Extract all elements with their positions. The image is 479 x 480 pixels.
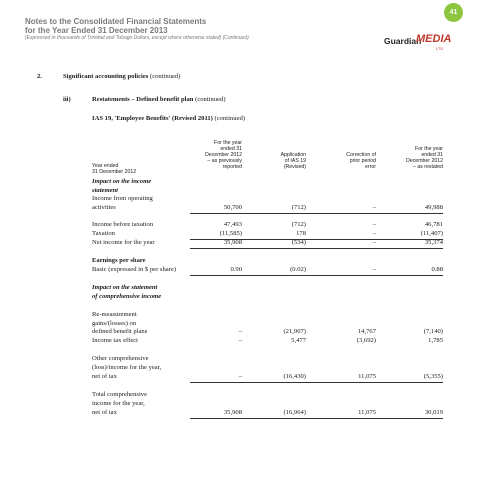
cell-value: (7,140) — [423, 328, 443, 335]
cell-value: 30,019 — [424, 409, 443, 416]
cell-value: – — [238, 328, 242, 335]
section-label: of comprehensive income — [92, 293, 162, 300]
column-header-line: Application — [280, 152, 306, 158]
section-continued: (continued) — [150, 73, 181, 80]
column-header-as-reported — [190, 140, 242, 170]
column-header-line: 31 December 2012 — [92, 169, 137, 175]
header-period: for the Year Ended 31 December 2013 — [25, 26, 168, 35]
row-label: net of tax — [92, 409, 117, 416]
subsection-number: iii) — [63, 96, 71, 103]
cell-value: 0.88 — [431, 266, 443, 273]
section-label: statement — [92, 187, 119, 194]
row-label: Net income for the year — [92, 239, 155, 246]
cell-value: – — [372, 221, 376, 228]
cell-value: 5,477 — [291, 337, 306, 344]
cell-value: – — [372, 239, 376, 246]
cell-value: 50,700 — [223, 204, 242, 211]
cell-value: (5,355) — [423, 373, 443, 380]
cell-value: (11,407) — [420, 230, 443, 237]
column-header-line: December 2012 — [406, 158, 443, 164]
cell-value: 0.90 — [230, 266, 242, 273]
section-label: Impact on the statement — [92, 284, 158, 291]
row-label: Other comprehensive — [92, 355, 149, 362]
total-rule — [190, 248, 443, 249]
column-header-line: For the year — [214, 140, 242, 146]
cell-value: (0.02) — [290, 266, 306, 273]
cell-value: 11,075 — [358, 373, 376, 380]
column-header-as-restated — [396, 146, 443, 170]
total-rule — [190, 418, 443, 419]
row-label: activities — [92, 204, 116, 211]
cell-value: 11,075 — [358, 409, 376, 416]
cell-value: – — [372, 266, 376, 273]
row-label: income for the year, — [92, 400, 145, 407]
cell-value: 35,374 — [424, 239, 443, 246]
section-label: Impact on the income — [92, 178, 152, 185]
row-label: Income from operating — [92, 195, 153, 202]
column-header-line: prior period — [349, 158, 376, 164]
cell-value: 47,493 — [223, 221, 242, 228]
cell-value: 35,908 — [223, 239, 242, 246]
standard-heading — [92, 115, 245, 123]
cell-value: (3,692) — [356, 337, 376, 344]
cell-value: 1,785 — [428, 337, 443, 344]
row-label: Total comprehensive — [92, 391, 148, 398]
row-label: gains/(losses) on — [92, 320, 137, 327]
row-label: defined benefit plans — [92, 328, 148, 335]
page-header — [25, 17, 249, 42]
row-label: Income tax effect — [92, 337, 139, 344]
logo-text-media: MEDIA — [416, 33, 452, 45]
cell-value: – — [238, 373, 242, 380]
cell-value: – — [238, 337, 242, 344]
column-header-line: For the year — [415, 146, 443, 152]
cell-value: 178 — [296, 230, 306, 237]
cell-value: 35,908 — [223, 409, 242, 416]
cell-value: (16,430) — [283, 373, 306, 380]
standard-title: IAS 19, 'Employee Benefits' (Revised 2011) — [92, 115, 213, 122]
cell-value: 49,988 — [424, 204, 443, 211]
column-header-correction — [330, 152, 376, 170]
column-header-line: (Revised) — [283, 164, 306, 170]
standard-continued: (continued) — [214, 115, 245, 122]
cell-value: (534) — [291, 239, 306, 246]
logo-text-ltd: LTD — [436, 46, 444, 51]
column-header-ias19 — [262, 152, 306, 170]
logo-text-guardian: Guardian — [384, 36, 422, 46]
header-title: Notes to the Consolidated Financial Statements — [25, 17, 207, 26]
cell-value: 14,767 — [357, 328, 376, 335]
page-number-badge: 41 — [444, 3, 463, 22]
column-header-line: ended 31 — [421, 152, 443, 158]
column-header-line: December 2012 — [205, 152, 242, 158]
column-header-year — [92, 163, 172, 175]
section-heading — [63, 73, 180, 81]
cell-value: 46,781 — [424, 221, 443, 228]
header-note: (Expressed in thousands of Trinidad and Tobago Dollars, except where otherwise stated) (Continued) — [25, 35, 249, 41]
cell-value: (712) — [291, 204, 306, 211]
cell-value: – — [372, 204, 376, 211]
column-header-line: of IAS 19 — [284, 158, 306, 164]
cell-value: (16,964) — [283, 409, 306, 416]
row-label: (loss)/income for the year, — [92, 364, 162, 371]
column-header-line: ended 31 — [220, 146, 242, 152]
cell-value: (712) — [291, 221, 306, 228]
column-header-line: Year ended — [92, 163, 119, 169]
row-label: Basic (expressed in $ per share) — [92, 266, 177, 273]
cell-value: – — [372, 230, 376, 237]
cell-value: (21,907) — [283, 328, 306, 335]
row-label: net of tax — [92, 373, 117, 380]
subsection-continued: (continued) — [195, 96, 226, 103]
subsection-heading — [92, 96, 226, 104]
section-title: Significant accounting policies — [63, 73, 149, 80]
cell-value: (11,585) — [219, 230, 242, 237]
row-label: Taxation — [92, 230, 115, 237]
total-rule — [190, 213, 443, 214]
column-header-line: – as restated — [413, 164, 443, 170]
section-label: Earnings per share — [92, 257, 146, 264]
total-rule — [190, 382, 443, 383]
row-label: Re-measurement — [92, 311, 137, 318]
total-rule — [190, 275, 443, 276]
column-header-line: Correction of — [346, 152, 376, 158]
row-label: Income before taxation — [92, 221, 154, 228]
column-header-line: reported — [222, 164, 242, 170]
column-header-line: error — [365, 164, 376, 170]
company-logo — [384, 32, 452, 54]
section-number: 2. — [37, 73, 42, 80]
column-header-line: – as previously — [207, 158, 242, 164]
subsection-title: Restatements – Defined benefit plan — [92, 96, 194, 103]
